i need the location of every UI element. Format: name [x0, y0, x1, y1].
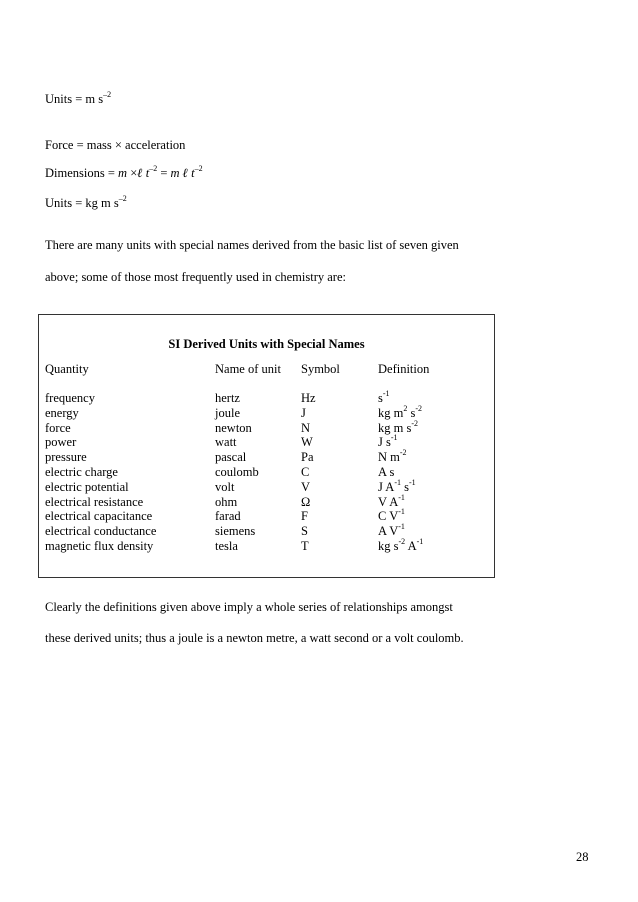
table-row — [39, 418, 494, 436]
definition-base: kg m — [378, 405, 404, 420]
dimensions-line — [45, 166, 203, 181]
table-row — [39, 465, 494, 480]
cell-quantity: electrical capacitance — [45, 509, 153, 524]
cell-quantity: force — [45, 420, 71, 435]
cell-definition — [378, 539, 423, 554]
cell-unit-name: newton — [215, 420, 252, 435]
dimension-exponent-2: –2 — [194, 164, 203, 173]
cell-unit-name: hertz — [215, 391, 240, 405]
dimension-exponent-1: –2 — [149, 164, 158, 173]
units-line-2 — [45, 196, 127, 211]
definition-base: A — [405, 539, 417, 553]
table-row — [39, 492, 494, 510]
table-title: SI Derived Units with Special Names — [168, 337, 365, 351]
cell-unit-name: volt — [215, 479, 235, 494]
table-row — [39, 435, 494, 450]
cell-symbol: Hz — [301, 391, 316, 405]
cell-symbol: N — [301, 420, 311, 435]
cell-symbol: V — [301, 479, 311, 494]
cell-symbol: C — [301, 465, 310, 479]
cell-quantity: magnetic flux density — [45, 539, 154, 553]
definition-exponent: -2 — [415, 403, 423, 413]
cell-definition — [378, 450, 407, 465]
table-row — [39, 509, 494, 524]
dimension-l-1: ℓ — [137, 166, 143, 180]
cell-symbol: J — [301, 405, 306, 420]
definition-exponent: 2 — [403, 403, 408, 413]
units-line-1 — [45, 92, 111, 107]
paragraph-2-line-2: these derived units; thus a joule is a newton metre, a watt second or a volt coulomb. — [45, 631, 464, 645]
dimension-m-2: m — [170, 166, 183, 180]
table-row — [39, 524, 494, 539]
cell-definition — [378, 465, 394, 480]
definition-base: A s — [378, 465, 395, 479]
definition-exponent: -1 — [398, 522, 405, 532]
cell-quantity: energy — [45, 405, 79, 420]
dimensions-label: Dimensions = — [45, 166, 119, 180]
cell-definition — [378, 418, 419, 436]
definition-exponent: -1 — [398, 492, 405, 502]
header-quantity: Quantity — [45, 362, 89, 376]
cell-quantity: electrical resistance — [45, 494, 144, 509]
table-row — [39, 450, 494, 465]
cell-definition — [378, 435, 398, 450]
definition-base: N m — [378, 450, 400, 465]
definition-exponent: -1 — [382, 389, 390, 398]
paragraph-1-line-2: above; some of those most frequently used in chemistry are: — [45, 270, 346, 284]
definition-base: V A — [378, 494, 399, 509]
header-definition: Definition — [378, 362, 430, 376]
dimension-t-2: t — [188, 166, 195, 180]
dimension-t-1: t — [142, 166, 150, 180]
cell-symbol: F — [301, 509, 308, 524]
dimension-l-2: ℓ — [182, 166, 189, 180]
cell-unit-name: coulomb — [215, 465, 259, 479]
definition-exponent: -1 — [390, 433, 398, 443]
definition-exponent: -1 — [398, 507, 405, 517]
header-symbol: Symbol — [301, 362, 340, 376]
cell-symbol: Pa — [301, 450, 314, 465]
header-name-of-unit: Name of unit — [215, 362, 281, 376]
units-line-2-text: Units = kg m s — [45, 196, 119, 210]
cell-unit-name: farad — [215, 509, 241, 524]
definition-exponent: -1 — [394, 477, 401, 487]
cell-definition — [378, 477, 416, 495]
definition-base: kg s — [378, 539, 399, 553]
units-line-2-exponent: –2 — [118, 194, 127, 203]
definition-base: s — [401, 479, 409, 494]
table-row — [39, 539, 494, 554]
cell-quantity: electrical conductance — [45, 524, 157, 539]
si-units-table — [38, 314, 495, 578]
dimension-times: × — [127, 166, 138, 180]
table-row — [39, 477, 494, 495]
paragraph-1-line-1: There are many units with special names derived from the basic list of seven given — [45, 238, 459, 252]
cell-symbol: T — [301, 539, 309, 553]
definition-base: J s — [378, 435, 391, 450]
definition-base: s — [378, 391, 383, 405]
definition-exponent: -2 — [399, 448, 407, 458]
cell-quantity: pressure — [45, 450, 87, 465]
cell-symbol: Ω — [301, 494, 311, 509]
force-line: Force = mass × acceleration — [45, 138, 186, 152]
cell-unit-name: pascal — [215, 450, 247, 465]
definition-exponent: -2 — [411, 418, 419, 428]
definition-exponent: -2 — [398, 537, 406, 546]
definition-base: kg m s — [378, 420, 412, 435]
cell-unit-name: tesla — [215, 539, 238, 553]
cell-unit-name: ohm — [215, 494, 238, 509]
definition-base: C V — [378, 509, 399, 524]
cell-symbol: S — [301, 524, 308, 539]
definition-base: J A — [378, 479, 395, 494]
units-line-1-text: Units = m s — [45, 92, 104, 106]
definition-base: s — [407, 405, 416, 420]
cell-unit-name: joule — [215, 405, 240, 420]
cell-quantity: frequency — [45, 391, 95, 405]
cell-quantity: power — [45, 435, 77, 450]
paragraph-2-line-1: Clearly the definitions given above imply a whole series of relationships amongst — [45, 600, 453, 614]
table-row — [39, 403, 494, 421]
dimension-equals: = — [157, 166, 171, 180]
cell-definition — [378, 391, 390, 406]
cell-unit-name: siemens — [215, 524, 256, 539]
cell-quantity: electric potential — [45, 479, 129, 494]
definition-base: A V — [378, 524, 399, 539]
units-line-1-exponent: –2 — [103, 90, 112, 99]
table-row — [39, 391, 494, 406]
page-number: 28 — [576, 850, 589, 864]
cell-symbol: W — [301, 435, 313, 450]
dimension-m-1: m — [118, 166, 128, 180]
cell-quantity: electric charge — [45, 465, 118, 479]
definition-exponent: -1 — [416, 537, 424, 546]
definition-exponent: -1 — [409, 477, 416, 487]
cell-unit-name: watt — [215, 435, 237, 450]
